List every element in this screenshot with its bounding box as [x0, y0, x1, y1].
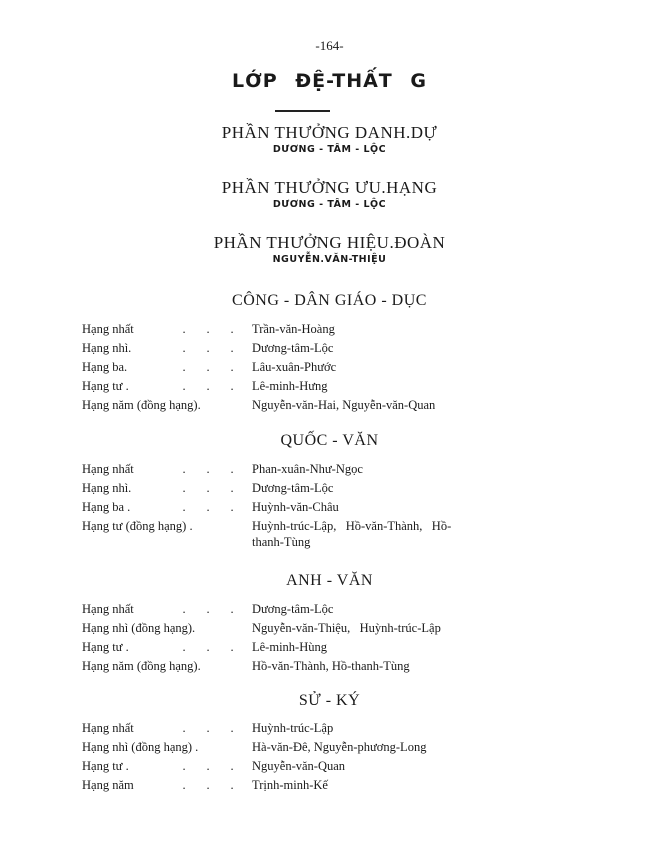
rank-label: Hạng nhì (đồng hạng) .: [82, 740, 199, 754]
rank-label: Hạng năm (đồng hạng).: [82, 659, 201, 673]
leader-dots: . . .: [182, 462, 234, 476]
subject-title-civics: CÔNG - DÂN GIÁO - DỤC: [232, 292, 427, 309]
leader-dots: . . .: [182, 481, 234, 495]
winner-name: Trần-văn-Hoàng: [252, 322, 335, 336]
leader-dots: . . .: [182, 759, 234, 773]
winner-name: Dương-tâm-Lộc: [252, 341, 334, 355]
rank-label: Hạng tư .: [82, 379, 129, 393]
winner-name: Dương-tâm-Lộc: [252, 602, 334, 616]
winner-name: Hà-văn-Đê, Nguyễn-phương-Long: [252, 740, 427, 754]
winner-name: Huỳnh-trúc-Lập: [252, 721, 334, 735]
rank-label: Hạng nhì.: [82, 341, 132, 355]
subject-title-english: ANH - VĂN: [286, 572, 373, 589]
page-number: -164-: [315, 38, 344, 53]
rank-label: Hạng nhất: [82, 602, 134, 616]
award-title: PHẦN THƯỞNG DANH.DỰ: [221, 123, 438, 142]
rank-label: Hạng năm (đồng hạng).: [82, 398, 201, 412]
award-recipient: DƯƠNG - TÂM - LỘC: [272, 144, 387, 155]
award-recipient: DƯƠNG - TÂM - LỘC: [272, 199, 387, 210]
rank-label: Hạng nhì.: [82, 481, 132, 495]
winner-name: Lâu-xuân-Phước: [252, 360, 337, 374]
rank-label: Hạng nhất: [82, 462, 134, 476]
winner-name: Nguyễn-văn-Hai, Nguyễn-văn-Quan: [252, 398, 436, 412]
rank-label: Hạng tư .: [82, 759, 129, 773]
award-school: [0, 233, 659, 265]
leader-dots: . . .: [182, 322, 234, 336]
winner-name: Phan-xuân-Như-Ngọc: [252, 462, 363, 476]
page-title: LỚP ĐỆ-THẤT G: [232, 70, 427, 92]
rank-label: Hạng ba.: [82, 360, 128, 374]
winner-name: Nguyễn-văn-Thiệu, Huỳnh-trúc-Lập: [252, 621, 441, 635]
rank-label: Hạng ba .: [82, 500, 131, 514]
award-title: PHẦN THƯỞNG HIỆU.ĐOÀN: [213, 233, 446, 252]
leader-dots: . . .: [182, 640, 234, 654]
rank-label: Hạng tư .: [82, 640, 129, 654]
rank-label: Hạng tư (đồng hạng) .: [82, 519, 193, 533]
winner-name: Lê-minh-Hùng: [252, 640, 327, 654]
winner-name: Lê-minh-Hưng: [252, 379, 328, 393]
leader-dots: . . .: [182, 778, 234, 792]
leader-dots: . . .: [182, 341, 234, 355]
leader-dots: . . .: [182, 500, 234, 514]
winner-name: Trịnh-minh-Kế: [252, 778, 328, 792]
subject-title-vietnamese: QUỐC - VĂN: [280, 432, 379, 449]
title-divider: [275, 110, 330, 112]
winner-name: Huỳnh-trúc-Lập, Hồ-văn-Thành, Hồ-: [252, 519, 452, 533]
winner-name: Huỳnh-văn-Châu: [252, 500, 339, 514]
award-excellence: [0, 178, 659, 210]
leader-dots: . . .: [182, 602, 234, 616]
leader-dots: . . .: [182, 360, 234, 374]
rank-label: Hạng nhất: [82, 322, 134, 336]
rank-label: Hạng năm: [82, 778, 134, 792]
leader-dots: . . .: [182, 379, 234, 393]
winner-name: Dương-tâm-Lộc: [252, 481, 334, 495]
leader-dots: . . .: [182, 721, 234, 735]
award-honor: [0, 123, 659, 155]
winner-name-continued: thanh-Tùng: [252, 535, 311, 549]
award-recipient: NGUYỄN.VĂN-THIỆU: [272, 254, 387, 265]
rank-label: Hạng nhất: [82, 721, 134, 735]
rank-label: Hạng nhì (đồng hạng).: [82, 621, 196, 635]
award-title: PHẦN THƯỞNG ƯU.HẠNG: [221, 178, 438, 197]
winner-name: Hồ-văn-Thành, Hồ-thanh-Tùng: [252, 659, 410, 673]
subject-title-history: SỬ - KÝ: [298, 692, 361, 709]
winner-name: Nguyễn-văn-Quan: [252, 759, 346, 773]
